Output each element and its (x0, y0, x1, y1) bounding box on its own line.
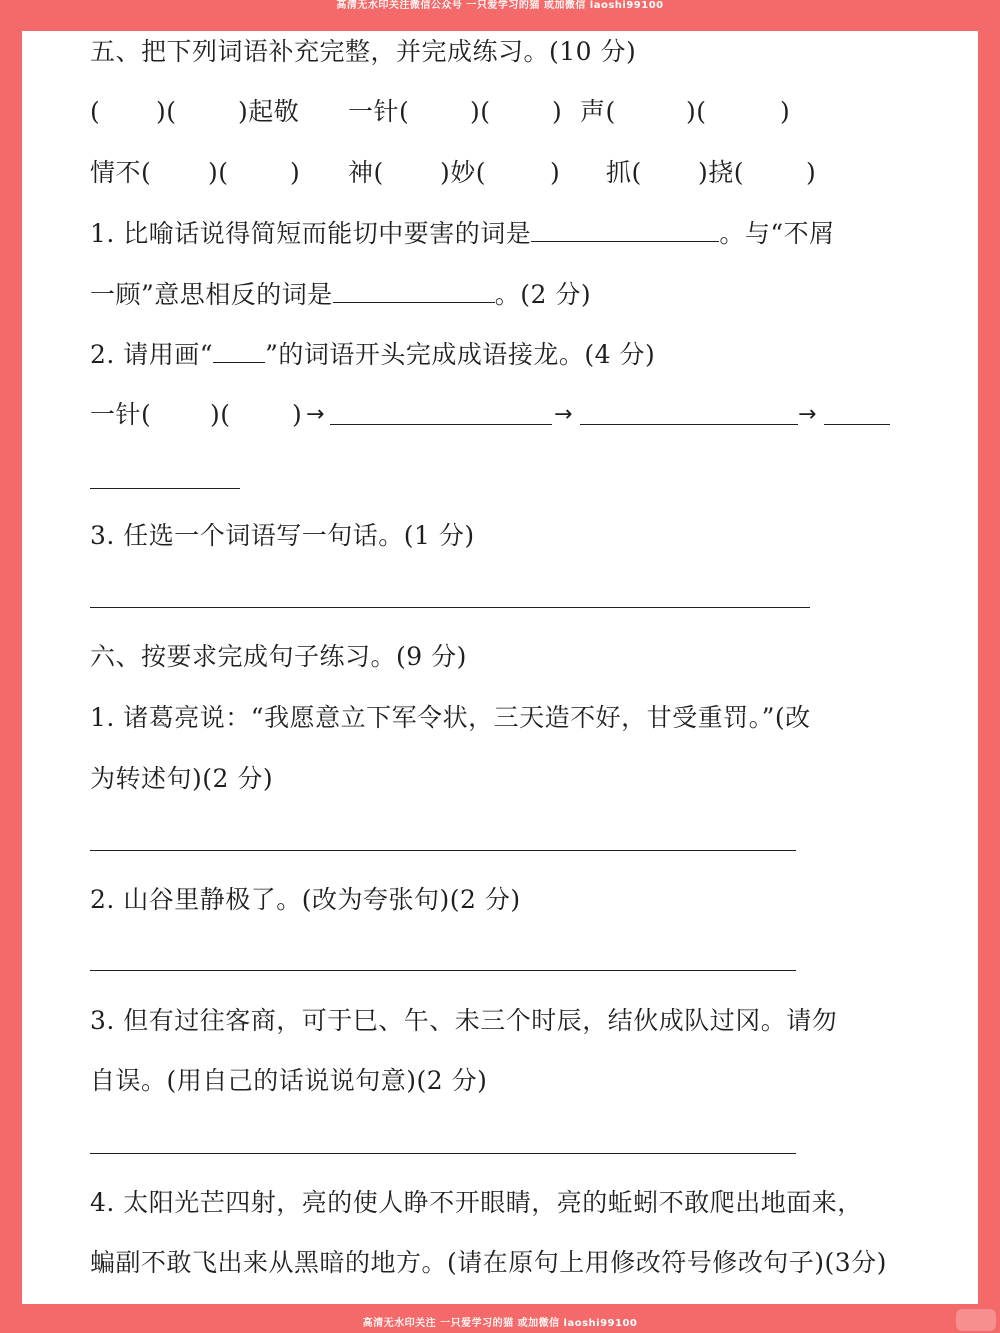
corner-badge-icon (956, 1309, 996, 1331)
arrow-icon: → (306, 402, 325, 427)
row1-part: ) (552, 97, 563, 126)
arrow-icon: → (554, 402, 573, 427)
chain-start: 一针( (90, 400, 152, 429)
row1-part: )( (470, 97, 491, 126)
question-5-3: 3. 任选一个词语写一句话。(1 分) (90, 521, 475, 550)
q1-text-a: 1. 比喻话说得简短而能切中要害的词是 (90, 219, 532, 248)
row1-part: 一针( (348, 97, 410, 126)
q2-text-a: 2. 请用画“ (90, 340, 214, 369)
question-6-4-line1: 4. 太阳光芒四射，亮的使人睁不开眼睛，亮的蚯蚓不敢爬出地面来， (90, 1188, 863, 1217)
row2-part: ) (290, 158, 301, 187)
q1-text-d: 。(2 分) (494, 280, 592, 309)
q1-text-b: 。与“不屑 (719, 219, 835, 248)
row2-part: ) (550, 158, 561, 187)
row2-part: )妙( (440, 158, 487, 187)
row1-part: 声( (580, 97, 616, 126)
chain-blank-3-continued[interactable] (90, 488, 240, 489)
row2-part: 情不( (90, 158, 152, 187)
question-5-1-line2 (90, 278, 591, 312)
question-5-2 (90, 338, 655, 372)
row2-part: 抓( (606, 158, 642, 187)
row1-part: ) (780, 97, 791, 126)
section6-heading: 六、按要求完成句子练习。(9 分) (90, 642, 467, 671)
question-6-2: 2. 山谷里静极了。(改为夸张句)(2 分) (90, 885, 521, 914)
bottom-watermark: 高清无水印关注 一只爱学习的猫 或加微信 laoshi99100 (362, 1318, 638, 1329)
chain-blank-2[interactable] (580, 402, 798, 425)
row2-part: )挠( (698, 158, 745, 187)
section5-heading: 五、把下列词语补充完整，并完成练习。(10 分) (90, 37, 637, 66)
answer-line-6-2[interactable] (90, 970, 796, 971)
question-6-3-line1: 3. 但有过往客商，可于巳、午、未三个时辰，结伙成队过冈。请勿 (90, 1006, 838, 1035)
question-6-1-line1: 1. 诸葛亮说：“我愿意立下军令状，三天造不好，甘受重罚。”(改 (90, 703, 811, 732)
q2-text-b: ”的词语开头完成成语接龙。(4 分) (265, 340, 656, 369)
row1-part: )( (686, 97, 707, 126)
underline-sample (213, 340, 265, 363)
row1-part: ( (90, 97, 101, 126)
row1-part: )( (156, 97, 177, 126)
question-6-3-line2: 自误。(用自己的话说说句意)(2 分) (90, 1066, 488, 1095)
answer-line-6-3[interactable] (90, 1153, 796, 1154)
row1-part: )起敬 (238, 97, 300, 126)
answer-line-5-3[interactable] (90, 607, 810, 608)
q1-text-c: 一顾”意思相反的词是 (90, 280, 333, 309)
row2-part: 神( (348, 158, 384, 187)
chain-end: ) (292, 400, 303, 429)
answer-line-6-1[interactable] (90, 850, 796, 851)
question-5-1-line1 (90, 217, 835, 251)
chain-mid: )( (210, 400, 231, 429)
row2-part: ) (806, 158, 817, 187)
arrow-icon: → (798, 402, 817, 427)
chain-blank-3[interactable] (824, 402, 890, 425)
top-watermark: 高清无水印关注微信公众号 一只爱学习的猫 或加微信 laoshi99100 (336, 0, 664, 11)
answer-blank[interactable] (531, 219, 719, 242)
question-6-1-line2: 为转述句)(2 分) (90, 764, 274, 793)
chain-blank-1[interactable] (330, 402, 552, 425)
row2-part: )( (208, 158, 229, 187)
answer-blank[interactable] (333, 280, 495, 303)
question-6-4-line2: 蝙副不敢飞出来从黑暗的地方。(请在原句上用修改符号修改句子)(3分) (90, 1248, 887, 1277)
